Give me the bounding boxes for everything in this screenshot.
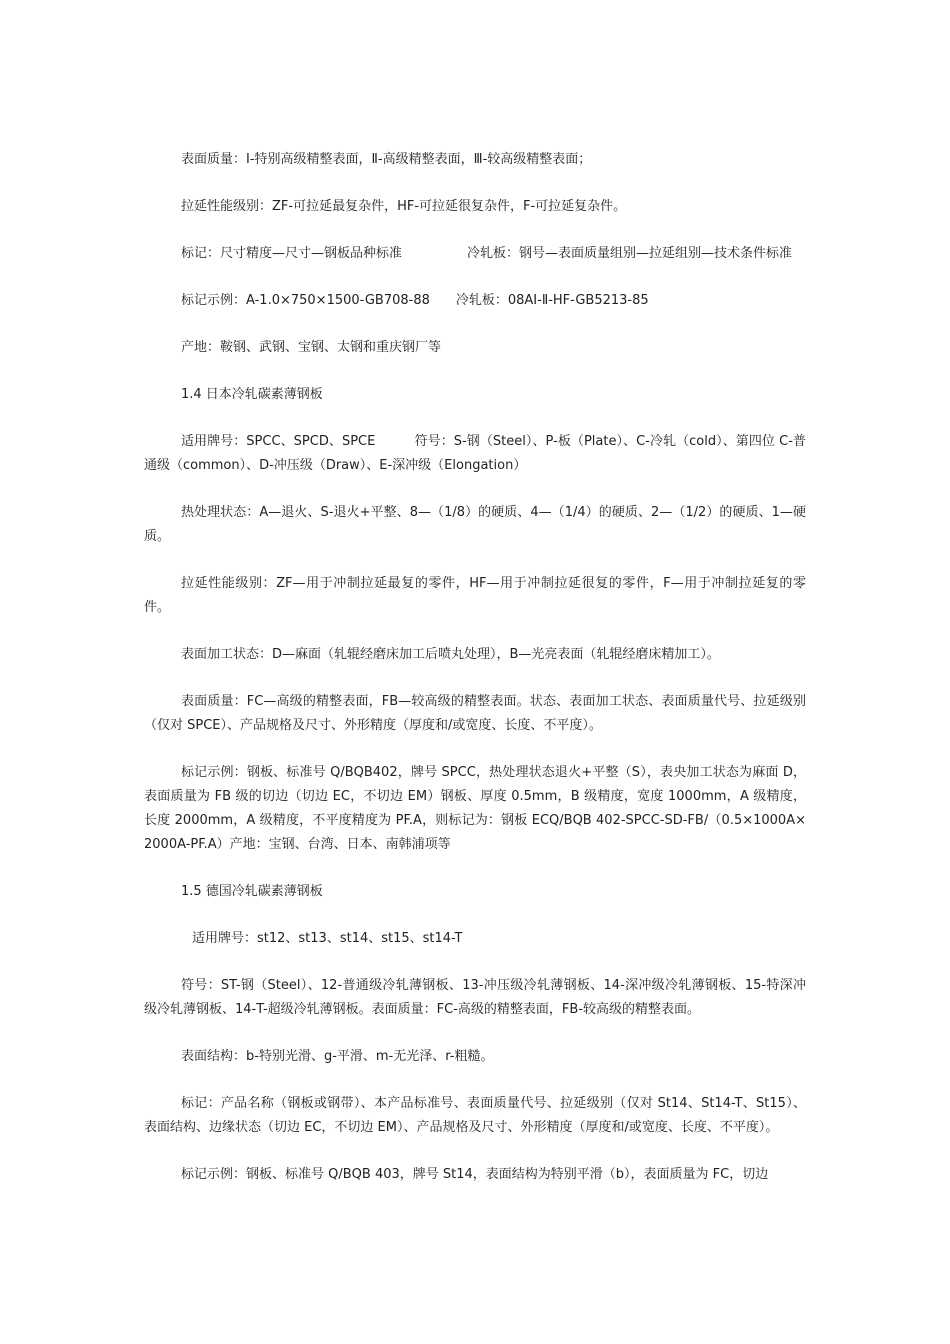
paragraph-marking-example-jp: 标记示例：钢板、标准号 Q/BQB402，牌号 SPCC，热处理状态退火+平整（S），表央加工状态为麻面 D，表面质量为 FB 级的切边（切边 EC，不切边 EM）钢板、厚度 0.5mm，B 级精度，宽度 1000mm，A 级精度，长度 2000mm，A 级精度，不平度精度为 PF.A，则标记为：钢板 ECQ/BQB 402-SPCC-SD-FB/（0.5×1000A×2000A-PF.A）产地：宝钢、台湾、日本、南韩浦项等: [144, 765, 806, 852]
paragraph-applicable-grades-jp: 适用牌号：SPCC、SPCD、SPCE 符号：S-钢（Steel）、P-板（Plate）、C-冷轧（cold）、第四位 C-普通级（common）、D-冲压级（Draw）、E-深冲级（Elongation）: [144, 434, 806, 473]
paragraph-marking: 标记：尺寸精度—尺寸—钢板品种标准 冷轧板：钢号—表面质量组别—拉延组别—技术条件标准: [181, 246, 793, 261]
paragraph-heat-treatment: 热处理状态：A—退火、S-退火+平整、8—（1/8）的硬质、4—（1/4）的硬质、2—（1/2）的硬质、1—硬质。: [144, 505, 806, 544]
paragraph-drawing-grade-jp: 拉延性能级别：ZF—用于冲制拉延最复的零件，HF—用于冲制拉延很复的零件，F—用于冲制拉延复的零件。: [144, 576, 806, 615]
paragraph-applicable-grades-de: 适用牌号：st12、st13、st14、st15、st14-T: [192, 931, 463, 946]
paragraph-symbols-de: 符号：ST-钢（Steel）、12-普通级冷轧薄钢板、13-冲压级冷轧薄钢板、14-深冲级冷轧薄钢板、15-特深冲级冷轧薄钢板、14-T-超级冷轧薄钢板。表面质量：FC-高级的精整表面，FB-较高级的精整表面。: [144, 978, 806, 1017]
paragraph-origin: 产地：鞍钢、武钢、宝钢、太钢和重庆钢厂等: [181, 340, 442, 355]
paragraph-surface-structure: 表面结构：b-特别光滑、g-平滑、m-无光泽、r-粗糙。: [181, 1049, 494, 1064]
paragraph-marking-de: 标记：产品名称（钢板或钢带）、本产品标准号、表面质量代号、拉延级别（仅对 St14、St14-T、St15）、表面结构、边缘状态（切边 EC，不切边 EM）、产品规格及尺寸、外形精度（厚度和/或宽度、长度、不平度）。: [144, 1096, 806, 1135]
paragraph-surface-finish: 表面加工状态：D—麻面（轧辊经磨床加工后喷丸处理），B—光亮表面（轧辊经磨床精加工）。: [181, 647, 720, 662]
paragraph-surface-quality-jp: 表面质量：FC—高级的精整表面，FB—较高级的精整表面。状态、表面加工状态、表面质量代号、拉延级别（仅对 SPCE）、产品规格及尺寸、外形精度（厚度和/或宽度、长度、不平度）。: [144, 694, 806, 733]
paragraph-marking-example-de: 标记示例：钢板、标准号 Q/BQB 403，牌号 St14，表面结构为特别平滑（b），表面质量为 FC，切边: [181, 1167, 769, 1182]
section-heading-1-5: 1.5 德国冷轧碳素薄钢板: [181, 884, 323, 899]
section-heading-1-4: 1.4 日本冷轧碳素薄钢板: [181, 387, 323, 402]
paragraph-surface-quality: 表面质量：Ⅰ-特别高级精整表面，Ⅱ-高级精整表面，Ⅲ-较高级精整表面；: [181, 152, 592, 167]
paragraph-marking-example: 标记示例：A-1.0×750×1500-GB708-88 冷轧板：08AⅠ-Ⅱ-HF-GB5213-85: [181, 293, 649, 308]
paragraph-drawing-grade: 拉延性能级别：ZF-可拉延最复杂件，HF-可拉延很复杂件，F-可拉延复杂件。: [181, 199, 627, 214]
document-page: [144, 148, 806, 1210]
